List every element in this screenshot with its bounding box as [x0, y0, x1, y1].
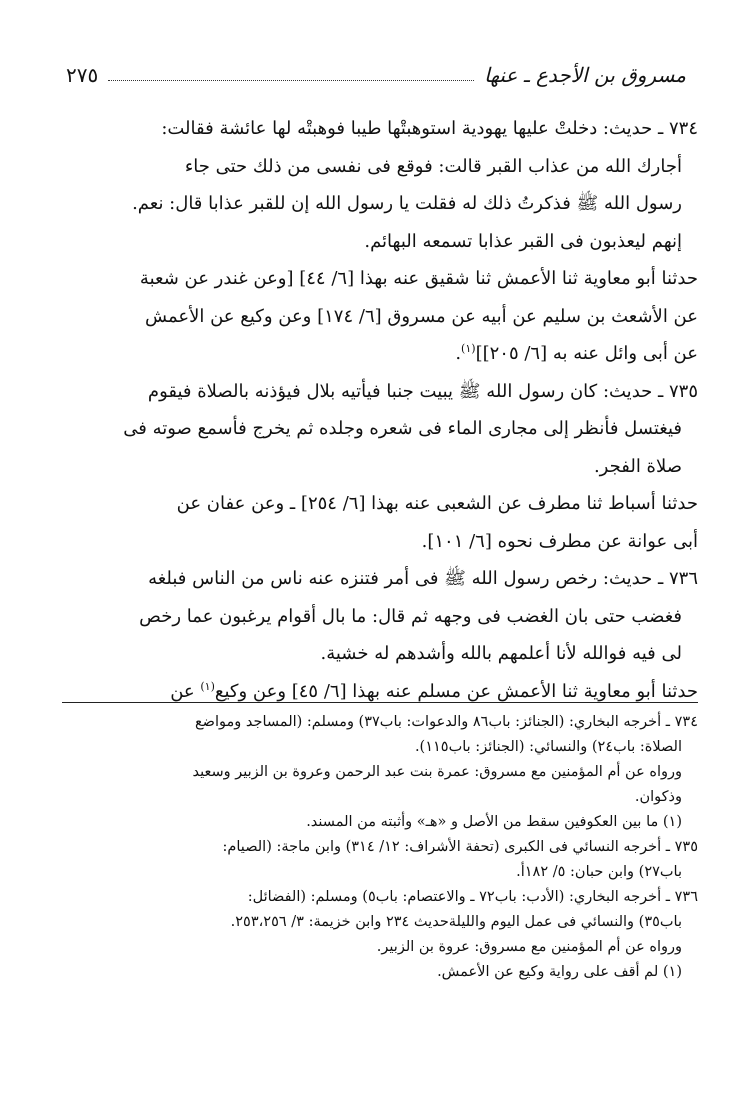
text-line: فيغتسل فأنظر إلى مجارى الماء فى شعره وجلده ثم يخرج فأسمع صوته فى: [123, 418, 682, 439]
footnote-ref: (١): [461, 342, 476, 355]
text-line: أبى عوانة عن مطرف نحوه [٦/ ١٠١].: [421, 530, 698, 552]
footnote-line: الصلاة: باب٢٤) والنسائي: (الجنائز: باب١١٥).: [414, 739, 682, 755]
text-line: ٧٣٤ ـ حديث: دخلتْ عليها يهودية استوهبتْها طيبا فوهبتْه لها عائشة فقالت:: [161, 118, 698, 139]
text-line: لى فيه فوالله لأنا أعلمهم بالله وأشدهم له خشية.: [320, 643, 682, 664]
text-line: عن الأشعث بن سليم عن أبيه عن مسروق [٦/ ١٧٤] وعن وكيع عن الأعمش: [145, 305, 698, 327]
text-line: رسول الله ﷺ فذكرتُ ذلك له فقلت يا رسول الله إن للقبر عذابا قال: نعم.: [132, 193, 682, 214]
text-line: [62, 673, 698, 711]
hadith-734: [62, 110, 698, 260]
text-span: عن: [170, 680, 201, 702]
text-line: حدثنا أسباط ثنا مطرف عن الشعبى عنه بهذا [٦/ ٢٥٤] ـ وعن عفان عن: [176, 493, 698, 514]
text-span: .: [455, 343, 462, 364]
text-span: حدثنا أبو معاوية ثنا الأعمش عن مسلم عنه بهذا [٦/ ٤٥] وعن وكيع: [214, 680, 698, 702]
text-line: ٧٣٦ ـ حديث: رخص رسول الله ﷺ فى أمر فتنزه عنه ناس من الناس فبلغه: [148, 568, 698, 589]
footnote-line: ٧٣٥ ـ أخرجه النسائي فى الكبرى (تحفة الأشراف: ١٢/ ٣١٤) وابن ماجة: (الصيام:: [222, 839, 698, 855]
footnote-divider: [62, 702, 698, 703]
footnote-ref: (١): [200, 679, 215, 693]
sanad-736: [62, 673, 698, 711]
footnote-line: وذكوان.: [634, 789, 682, 805]
header-dotted-rule: [108, 70, 474, 81]
footnote-734: [62, 710, 698, 835]
text-line: إنهم ليعذبون فى القبر عذابا تسمعه البهائم.: [364, 230, 682, 252]
sanad-735: [62, 485, 698, 560]
text-span: عن أبى وائل عنه به [٦/ ٢٠٥]]: [475, 343, 698, 364]
text-line: حدثنا أبو معاوية ثنا الأعمش ثنا شقيق عنه بهذا [٦/ ٤٤] [وعن غندر عن شعبة: [139, 268, 698, 289]
page-number: ٢٧٥: [66, 63, 99, 87]
text-line: [62, 335, 698, 373]
footnote-line: ٧٣٦ ـ أخرجه البخاري: (الأدب: باب٧٢ ـ والاعتصام: باب٥) ومسلم: (الفضائل:: [247, 889, 698, 905]
footnote-line: (١) ما بين العكوفين سقط من الأصل و «هـ» وأثبته من المسند.: [306, 814, 682, 830]
running-header: [66, 60, 686, 90]
footnote-line: ورواه عن أم المؤمنين مع مسروق: عروة بن الزبير.: [376, 939, 682, 955]
footnote-line: (١) لم أقف على رواية وكيع عن الأعمش.: [437, 964, 682, 980]
running-title: مسروق بن الأجدع ـ عنها: [484, 63, 686, 87]
sanad-734: [62, 260, 698, 373]
footnote-736: [62, 885, 698, 985]
text-line: أجارك الله من عذاب القبر قالت: فوقع فى نفسى من ذلك حتى جاء: [184, 155, 682, 177]
text-line: فغضب حتى بان الغضب فى وجهه ثم قال: ما بال أقوام يرغبون عما رخص: [139, 605, 682, 627]
footnote-line: ٧٣٤ ـ أخرجه البخاري: (الجنائز: باب٨٦ والدعوات: باب٣٧) ومسلم: (المساجد ومواضع: [194, 714, 698, 730]
footnote-735: [62, 835, 698, 885]
hadith-736: [62, 560, 698, 673]
text-line: صلاة الفجر.: [593, 455, 682, 477]
hadith-735: [62, 373, 698, 486]
main-text: [62, 110, 698, 710]
footnotes: [62, 710, 698, 985]
footnote-line: باب٢٧) وابن حبان: ٥/ ١٨٢أ.: [516, 864, 682, 880]
text-line: ٧٣٥ ـ حديث: كان رسول الله ﷺ يبيت جنبا فيأتيه بلال فيؤذنه بالصلاة فيقوم: [147, 380, 698, 402]
footnote-line: ورواه عن أم المؤمنين مع مسروق: عمرة بنت عبد الرحمن وعروة بن الزبير وسعيد: [192, 764, 682, 780]
footnote-line: باب٣٥) والنسائي فى عمل اليوم والليلةحديث ٢٣٤ وابن خزيمة: ٣/ ٢٥٣،٢٥٦.: [230, 914, 682, 930]
